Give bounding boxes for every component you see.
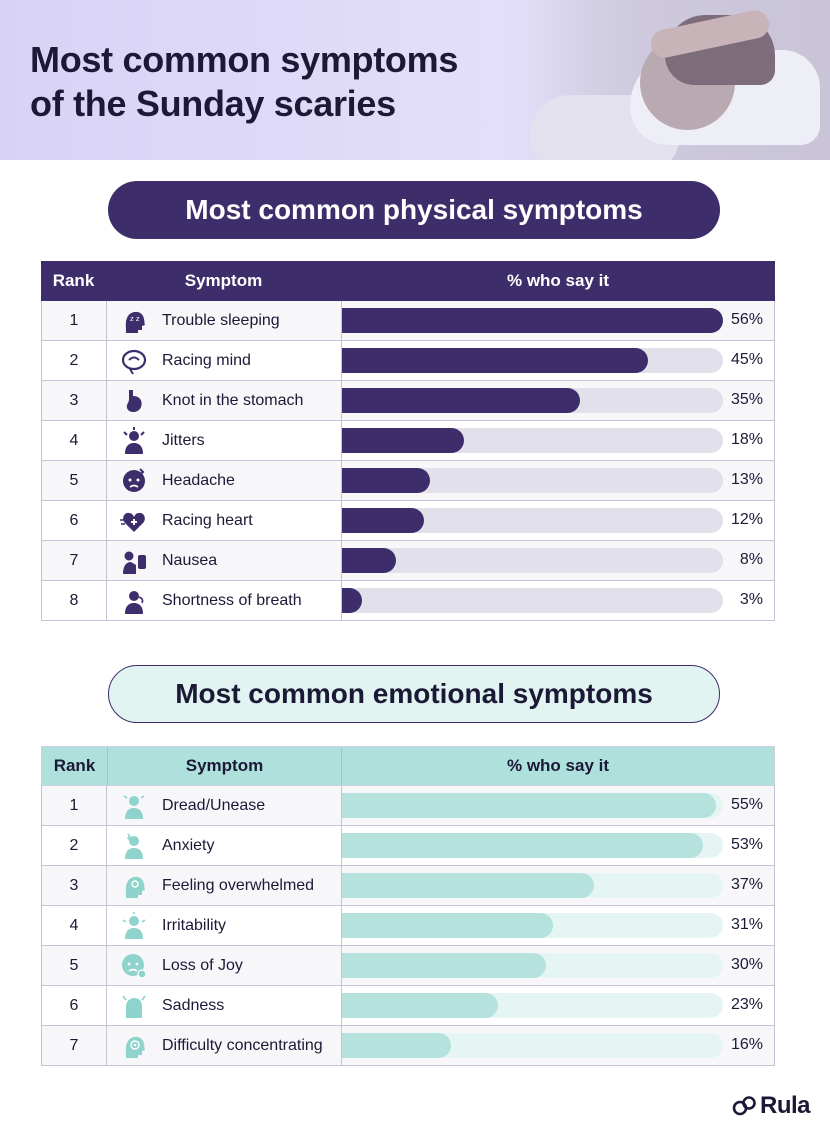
rank-cell: 7 (42, 541, 107, 580)
emotional-symptom-bar (342, 1033, 451, 1058)
bar-track (342, 508, 723, 533)
percent-cell (342, 381, 774, 420)
symptom-cell (107, 946, 342, 985)
table-row (41, 906, 775, 946)
table-header (41, 746, 775, 786)
data-label: 31% (730, 916, 763, 933)
percent-cell (342, 1026, 774, 1065)
anxiety-person-icon (120, 832, 148, 860)
data-label: 18% (730, 431, 763, 448)
bar-track (342, 588, 723, 613)
percent-cell (342, 786, 774, 825)
racing-heart-icon (120, 507, 148, 535)
percent-cell (342, 461, 774, 500)
rank-cell: 5 (42, 946, 107, 985)
percent-cell (342, 581, 774, 620)
sleep-head-icon (120, 307, 148, 335)
header-symptom: Symptom (107, 747, 342, 785)
header-percent: % who say it (506, 271, 610, 290)
breath-person-icon (120, 587, 148, 615)
table-row (41, 826, 775, 866)
percent-cell (342, 501, 774, 540)
bar-track (342, 953, 723, 978)
symptom-cell (107, 826, 342, 865)
symptom-cell (107, 341, 342, 380)
rank-cell: 8 (42, 581, 107, 620)
target-head-icon (120, 1032, 148, 1060)
table-header (41, 261, 775, 301)
symptom-label: Headache (162, 471, 235, 489)
rula-logo-mark (732, 1095, 758, 1117)
nausea-person-icon (120, 547, 148, 575)
physical-symptom-bar (342, 388, 580, 413)
emotional-symptom-bar (342, 833, 703, 858)
data-label: 35% (730, 391, 763, 408)
bar-track (342, 308, 723, 333)
bar-track (342, 468, 723, 493)
symptom-label: Knot in the stomach (162, 391, 304, 409)
percent-cell (342, 946, 774, 985)
bar-track (342, 548, 723, 573)
symptom-label: Irritability (162, 916, 227, 934)
physical-section-title: Most common physical symptoms (108, 181, 720, 239)
data-label: 3% (739, 591, 763, 608)
title-line-1: Most common symptoms (30, 39, 459, 80)
rank-cell: 1 (42, 786, 107, 825)
table-row (41, 341, 775, 381)
table-row (41, 986, 775, 1026)
emotional-symptom-bar (342, 913, 553, 938)
header-percent: % who say it (506, 756, 610, 775)
symptom-cell (107, 986, 342, 1025)
physical-symptom-bar (342, 308, 723, 333)
table-row (41, 421, 775, 461)
data-label: 45% (730, 351, 763, 368)
bar-track (342, 428, 723, 453)
dread-person-icon (120, 792, 148, 820)
data-label: 55% (730, 796, 763, 813)
percent-cell (342, 906, 774, 945)
emotional-symptom-bar (342, 993, 498, 1018)
brain-icon (120, 347, 148, 375)
symptom-cell (107, 421, 342, 460)
physical-symptoms-table (41, 261, 775, 621)
emotional-symptom-bar (342, 873, 594, 898)
emotional-section-title: Most common emotional symptoms (108, 665, 720, 723)
header-banner (0, 0, 830, 160)
symptom-label: Feeling overwhelmed (162, 876, 315, 894)
header-symptom: Symptom (184, 271, 263, 290)
rank-cell: 1 (42, 301, 107, 340)
emotional-symptoms-table (41, 746, 775, 1066)
data-label: 12% (730, 511, 763, 528)
bar-track (342, 833, 723, 858)
symptom-cell (107, 461, 342, 500)
symptom-cell (107, 866, 342, 905)
bar-track (342, 913, 723, 938)
rank-cell: 4 (42, 421, 107, 460)
header-rank: Rank (53, 756, 96, 775)
physical-symptom-bar (342, 588, 362, 613)
bar-track (342, 1033, 723, 1058)
table-row (41, 946, 775, 986)
rank-cell: 4 (42, 906, 107, 945)
symptom-label: Anxiety (162, 836, 215, 854)
table-row (41, 461, 775, 501)
symptom-cell (107, 301, 342, 340)
symptom-cell (107, 1026, 342, 1065)
rank-cell: 6 (42, 986, 107, 1025)
symptom-cell (107, 381, 342, 420)
symptom-label: Difficulty concentrating (162, 1036, 323, 1054)
rank-cell: 3 (42, 381, 107, 420)
data-label: 16% (730, 1036, 763, 1053)
symptom-cell (107, 786, 342, 825)
symptom-label: Loss of Joy (162, 956, 243, 974)
table-row (41, 381, 775, 421)
table-row (41, 866, 775, 906)
rank-cell: 5 (42, 461, 107, 500)
percent-cell (342, 986, 774, 1025)
data-label: 8% (739, 551, 763, 568)
bar-track (342, 348, 723, 373)
data-label: 13% (730, 471, 763, 488)
symptom-label: Shortness of breath (162, 591, 302, 609)
symptom-label: Racing mind (162, 351, 251, 369)
bar-track (342, 388, 723, 413)
table-row (41, 501, 775, 541)
rank-cell: 3 (42, 866, 107, 905)
percent-cell (342, 341, 774, 380)
symptom-label: Jitters (162, 431, 205, 449)
header-rank: Rank (52, 271, 95, 290)
symptom-label: Trouble sleeping (162, 311, 280, 329)
page-title (30, 38, 458, 126)
irritability-person-icon (120, 912, 148, 940)
percent-cell (342, 826, 774, 865)
overwhelmed-head-icon (120, 872, 148, 900)
bar-track (342, 873, 723, 898)
table-row (41, 541, 775, 581)
stomach-icon (120, 387, 148, 415)
svg-text:z z: z z (130, 314, 140, 323)
percent-cell (342, 301, 774, 340)
table-row (41, 301, 775, 341)
rank-cell: 7 (42, 1026, 107, 1065)
rula-logo-text: Rula (759, 1092, 810, 1119)
table-body (41, 786, 775, 1066)
sadness-icon (120, 992, 148, 1020)
percent-cell (342, 541, 774, 580)
rank-cell: 6 (42, 501, 107, 540)
symptom-cell (107, 541, 342, 580)
table-row (41, 786, 775, 826)
bar-track (342, 993, 723, 1018)
data-label: 23% (730, 996, 763, 1013)
emotional-symptom-bar (342, 793, 716, 818)
headache-face-icon (120, 467, 148, 495)
rula-logo (732, 1092, 810, 1120)
symptom-label: Dread/Unease (162, 796, 266, 814)
jitters-person-icon (120, 427, 148, 455)
percent-cell (342, 866, 774, 905)
data-label: 30% (730, 956, 763, 973)
percent-cell (342, 421, 774, 460)
rank-cell: 2 (42, 826, 107, 865)
symptom-cell (107, 906, 342, 945)
physical-symptom-bar (342, 548, 396, 573)
physical-symptom-bar (342, 428, 464, 453)
data-label: 37% (730, 876, 763, 893)
physical-symptom-bar (342, 508, 424, 533)
data-label: 56% (730, 311, 763, 328)
symptom-cell (107, 581, 342, 620)
emotional-symptom-bar (342, 953, 546, 978)
symptom-label: Nausea (162, 551, 218, 569)
physical-symptom-bar (342, 468, 430, 493)
sleeping-person-photo (530, 0, 830, 160)
bar-track (342, 793, 723, 818)
title-line-2: of the Sunday scaries (30, 83, 396, 124)
rank-cell: 2 (42, 341, 107, 380)
symptom-label: Racing heart (162, 511, 253, 529)
loss-of-joy-face-icon (120, 952, 148, 980)
table-body (41, 301, 775, 621)
symptom-cell (107, 501, 342, 540)
data-label: 53% (730, 836, 763, 853)
symptom-label: Sadness (162, 996, 225, 1014)
table-row (41, 581, 775, 621)
physical-symptom-bar (342, 348, 648, 373)
table-row (41, 1026, 775, 1066)
